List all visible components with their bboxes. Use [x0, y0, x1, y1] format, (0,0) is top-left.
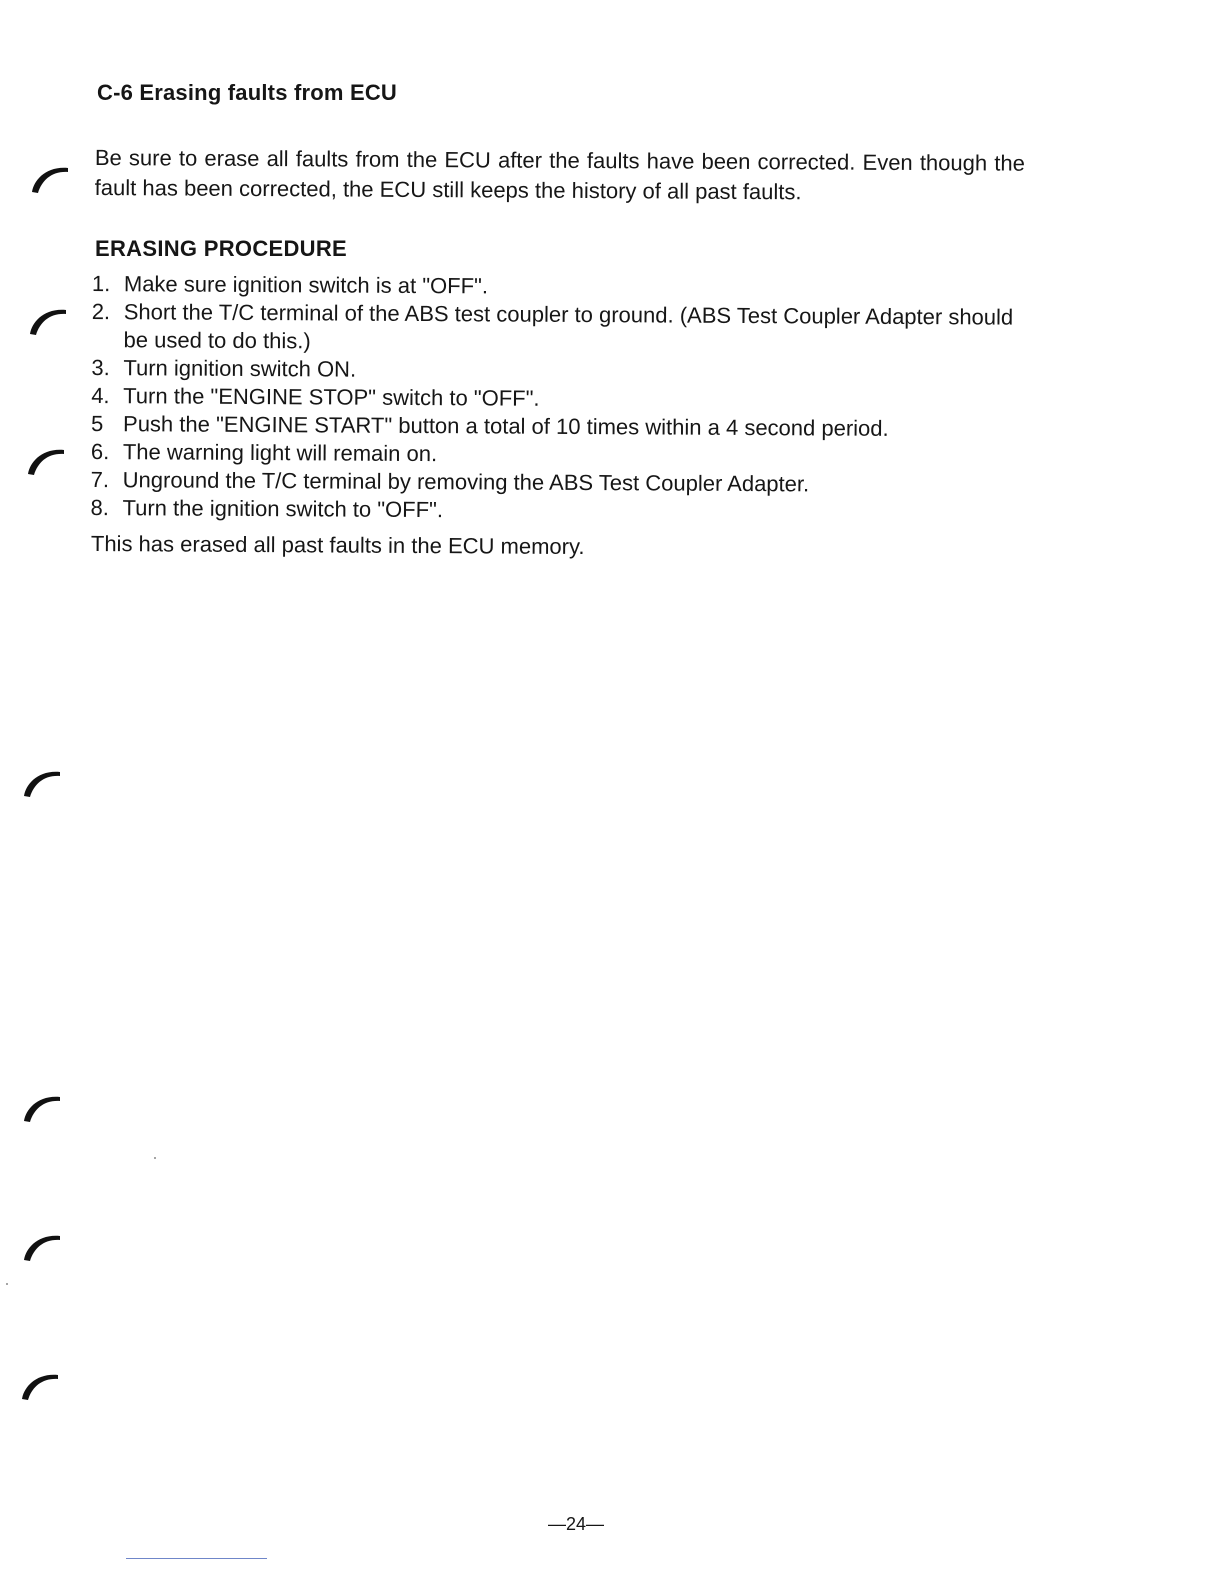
bottom-rule [126, 1558, 267, 1559]
section-title: C-6 Erasing faults from ECU [97, 80, 398, 105]
step-number: 4. [91, 382, 110, 409]
binder-hole-mark-icon [24, 440, 70, 470]
step-text: Unground the T/C terminal by removing the ABS Test Coupler Adapter. [122, 467, 810, 497]
step-number: 1. [91, 270, 111, 297]
step-number: 7. [90, 466, 110, 493]
scan-speck [154, 1157, 156, 1159]
step-text: Turn ignition switch ON. [123, 355, 357, 382]
binder-hole-mark-icon [26, 300, 72, 330]
step-number: 2. [91, 298, 111, 325]
page-number: —24— [548, 1514, 605, 1534]
binder-hole-mark-icon [20, 762, 66, 792]
step-text: The warning light will remain on. [122, 439, 438, 467]
step-text: Make sure ignition switch is at "OFF". [123, 271, 489, 299]
procedure-steps [90, 270, 1032, 528]
procedure-step [90, 494, 1030, 528]
step-text: Turn the "ENGINE STOP" switch to "OFF". [123, 383, 540, 411]
step-number: 3. [91, 354, 110, 381]
procedure-heading: ERASING PROCEDURE [95, 236, 348, 261]
intro-paragraph: Be sure to erase all faults from the ECU after the faults have been corrected. Even though the fault has been corrected, the ECU still keeps the history of all past faults. [94, 144, 1025, 205]
step-number: 6. [90, 438, 110, 465]
step-text: Push the "ENGINE START" button a total of 10 times within a 4 second period. [122, 411, 889, 441]
procedure-step [91, 298, 1031, 360]
binder-hole-mark-icon [20, 1087, 66, 1117]
binder-hole-mark-icon [18, 1365, 64, 1395]
closing-statement: This has erased all past faults in the ECU memory. [90, 531, 585, 560]
step-text: Turn the ignition switch to "OFF". [122, 495, 444, 523]
step-text: Short the T/C terminal of the ABS test coupler to ground. (ABS Test Coupler Adapter should be used to do this.) [123, 299, 1014, 354]
scan-speck [6, 1283, 8, 1285]
binder-hole-mark-icon [28, 158, 74, 188]
binder-hole-mark-icon [20, 1226, 66, 1256]
step-number: 5 [90, 410, 104, 437]
step-number: 8. [90, 494, 109, 521]
